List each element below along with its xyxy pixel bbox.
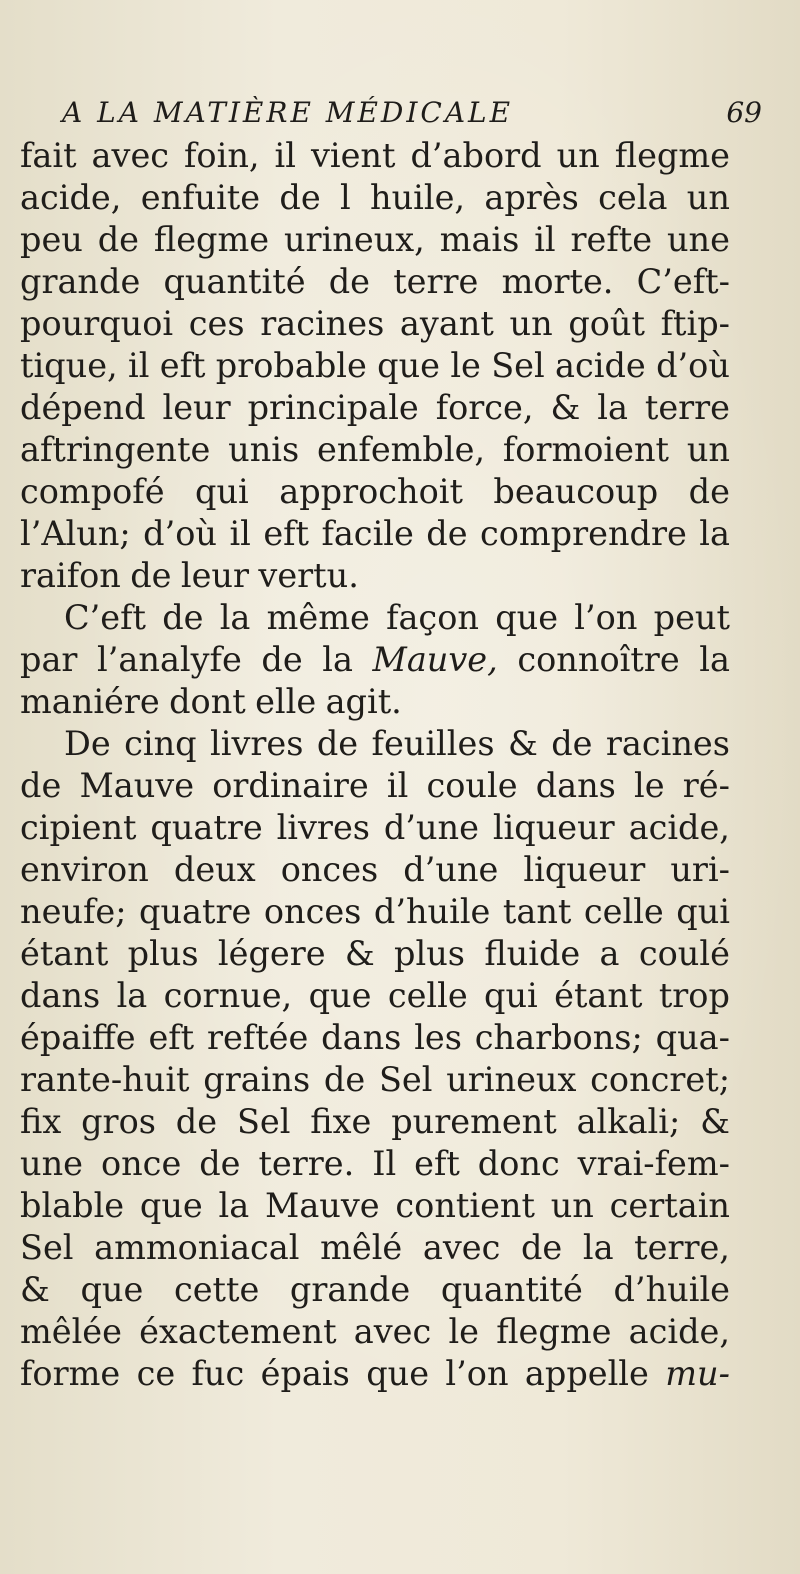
text-line: & que cette grande quantité d’huile [20, 1270, 730, 1309]
text-line: dans la cornue, que celle qui étant trop [20, 976, 730, 1015]
text-line: épaiffe eft reftée dans les charbons; qua- [20, 1018, 730, 1057]
text-line: acide, enfuite de l huile, après cela un [20, 178, 730, 217]
text-line: l’Alun; d’où il eft facile de comprendre la [20, 514, 730, 553]
text-line: rante-huit grains de Sel urineux concret; [20, 1060, 730, 1099]
paragraph-end-line: maniére dont elle agit. [20, 682, 402, 721]
paragraph-end-line: raifon de leur vertu. [20, 556, 359, 595]
text-line: neufe; quatre onces d’huile tant celle qui [20, 892, 730, 931]
text-line: de Mauve ordinaire il coule dans le ré- [20, 766, 730, 805]
text-line: pourquoi ces racines ayant un goût ftip- [20, 304, 730, 343]
text-line: peu de flegme urineux, mais il refte une [20, 220, 730, 259]
text-line: cipient quatre livres d’une liqueur acide, [20, 808, 730, 847]
paragraph-start-line: De cinq livres de feuilles & de racines [64, 724, 730, 763]
body-text [20, 135, 730, 1395]
text-line: blable que la Mauve contient un certain [20, 1186, 730, 1225]
paragraph-start-line: C’eft de la même façon que l’on peut [64, 598, 730, 637]
text-line: Sel ammoniacal mêlé avec de la terre, [20, 1228, 730, 1267]
text-line: tique, il eft probable que le Sel acide d’où [20, 346, 730, 385]
text-line: grande quantité de terre morte. C’eft- [20, 262, 730, 301]
text-line: aftringente unis enfemble, formoient un [20, 430, 730, 469]
text-line: fait avec foin, il vient d’abord un flegme [20, 136, 730, 175]
text-line: dépend leur principale force, & la terre [20, 388, 730, 427]
running-header [62, 96, 762, 129]
page-number: 69 [726, 96, 762, 129]
running-title: A LA MATIÈRE MÉDICALE [62, 96, 514, 129]
text-line: mêlée éxactement avec le flegme acide, [20, 1312, 730, 1351]
text-line: une once de terre. Il eft donc vrai-fem- [20, 1144, 730, 1183]
text-line: par l’analyfe de la Mauve, connoître la [20, 640, 730, 679]
text-line: étant plus légere & plus fluide a coulé [20, 934, 730, 973]
text-line: forme ce fuc épais que l’on appelle mu- [20, 1354, 730, 1393]
text-line: fix gros de Sel fixe purement alkali; & [20, 1102, 730, 1141]
text-line: compofé qui approchoit beaucoup de [20, 472, 730, 511]
text-line: environ deux onces d’une liqueur uri- [20, 850, 730, 889]
